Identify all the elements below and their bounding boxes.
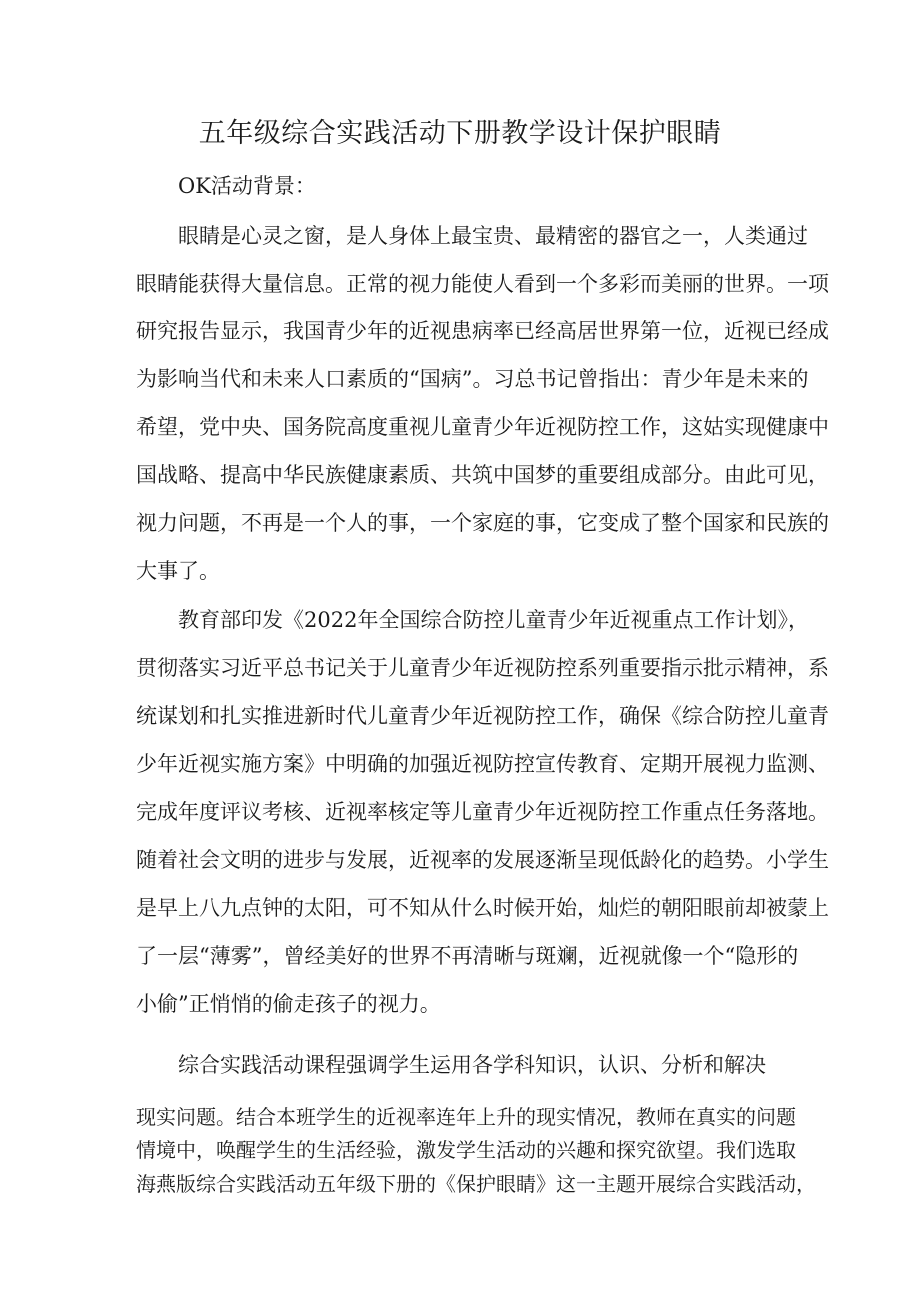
paragraph-2-line-1: 教育部印发《2022年全国综合防控儿童青少年近视重点工作计划》， (178, 608, 809, 632)
paragraph-1-line-2: 眼睛能获得大量信息。正常的视力能使人看到一个多彩而美丽的世界。一项 (136, 272, 829, 296)
paragraph-1-line-5: 希望，党中央、国务院高度重视儿童青少年近视防控工作，这姑实现健康中 (136, 415, 829, 439)
paragraph-3-line-3: 情境中，唤醒学生的生活经验，激发学生活动的兴趣和探究欲望。我们选取 (136, 1138, 796, 1162)
paragraph-2-line-4: 少年近视实施方案》中明确的加强近视防控宣传教育、定期开展视力监测、 (136, 752, 829, 776)
paragraph-2-line-3: 统谋划和扎实推进新时代儿童青少年近视防控工作，确保《综合防控儿童青 (136, 704, 829, 728)
paragraph-3-line-1: 综合实践活动课程强调学生运用各学科知识，认识、分析和解决 (178, 1053, 766, 1077)
paragraph-1-line-3: 研究报告显示，我国青少年的近视患病率已经高居世界第一位，近视已经成 (136, 319, 829, 343)
paragraph-2-line-5: 完成年度评议考核、近视率核定等儿童青少年近视防控工作重点任务落地。 (136, 800, 829, 824)
paragraph-2-line-2: 贯彻落实习近平总书记关于儿童青少年近视防控系列重要指示批示精神，系 (136, 656, 829, 680)
paragraph-3-line-2: 现实问题。结合本班学生的近视率连年上升的现实情况，教师在真实的问题 (136, 1105, 796, 1129)
paragraph-1-line-8: 大事了。 (136, 559, 220, 583)
paragraph-3-line-4: 海燕版综合实践活动五年级下册的《保护眼睛》这一主题开展综合实践活动， (136, 1172, 816, 1196)
paragraph-2-line-7: 是早上八九点钟的太阳，可不知从什么时候开始，灿烂的朝阳眼前却被蒙上 (136, 896, 829, 920)
paragraph-1-line-6: 国战略、提高中华民族健康素质、共筑中国梦的重要组成部分。由此可见， (136, 463, 829, 487)
section-heading: OK活动背景： (178, 174, 316, 198)
paragraph-2-line-9: 小偷”正悄悄的偷走孩子的视力。 (136, 992, 441, 1016)
paragraph-1-line-1: 眼睛是心灵之窗，是人身体上最宝贵、最精密的器官之一，人类通过 (178, 224, 808, 248)
paragraph-2-line-8: 了一层“薄雾”，曾经美好的世界不再清晰与斑斓，近视就像一个“隐形的 (136, 944, 799, 968)
paragraph-1-line-7: 视力问题，不再是一个人的事，一个家庭的事，它变成了整个国家和民族的 (136, 511, 829, 535)
paragraph-2-line-6: 随着社会文明的进步与发展，近视率的发展逐渐呈现低龄化的趋势。小学生 (136, 848, 829, 872)
document-title: 五年级综合实践活动下册教学设计保护眼睛 (198, 118, 722, 149)
paragraph-1-line-4: 为影响当代和未来人口素质的“国病”。习总书记曾指出：青少年是未来的 (136, 367, 809, 391)
